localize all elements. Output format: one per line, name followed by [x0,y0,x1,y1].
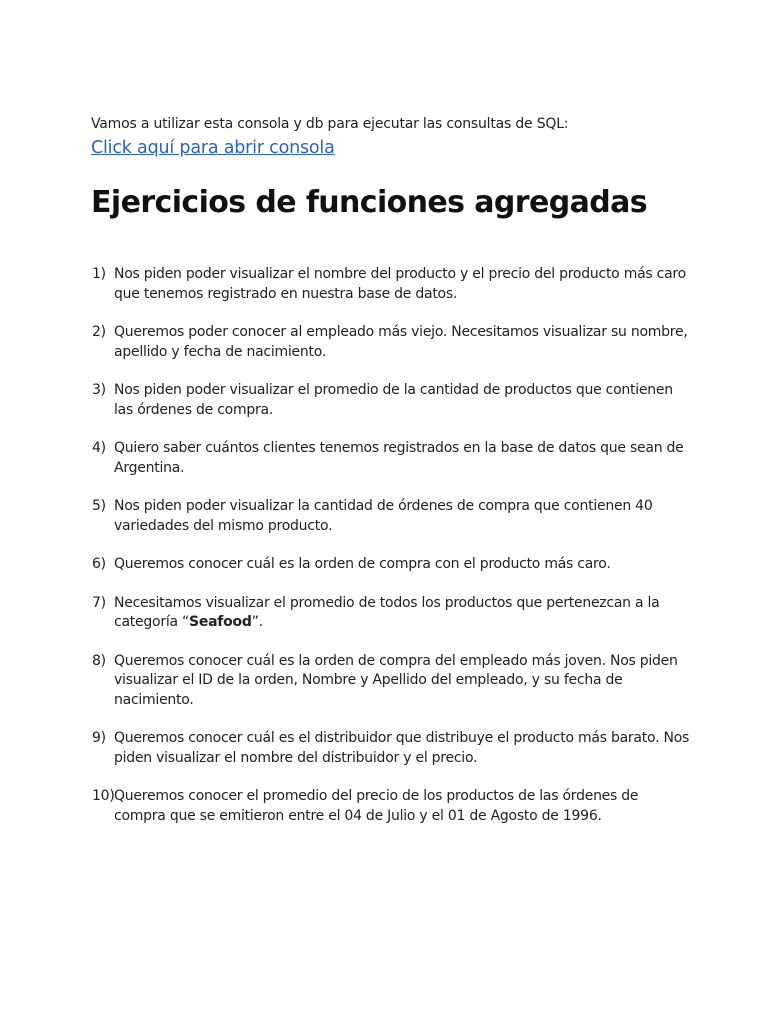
intro-text: Vamos a utilizar esta consola y db para ejecutar las consultas de SQL: [91,116,569,132]
exercise-item-4 [91,439,691,478]
exercise-item-3 [91,381,691,420]
exercise-number: 2) [92,324,106,340]
exercise-number: 7) [92,594,106,611]
exercise-number: 8) [92,652,106,669]
exercise-item-6 [91,555,691,575]
exercise-text: Queremos conocer cuál es la orden de compra con el producto más caro. [114,556,611,572]
category-name: Seafood [189,614,252,630]
exercise-item-9 [91,729,691,768]
exercise-item-2 [91,323,691,362]
exercise-number: 1) [92,266,106,282]
exercise-text: Queremos conocer el promedio del precio de los productos de las órdenes de compra que se emitieron entre el 04 de Julio y el 01 de Agosto de 1996. [114,788,639,824]
exercise-number: 10) [92,788,115,804]
exercise-number: 5) [92,498,106,514]
exercise-text-before: Necesitamos visualizar el promedio de todos los productos que pertenezcan a la categoría “ [114,594,660,630]
exercise-text-after: ”. [251,614,263,630]
exercise-item-10 [91,787,691,826]
exercise-list [91,265,691,826]
exercise-text: Nos piden poder visualizar el promedio de la cantidad de productos que contienen las órdenes de compra. [114,382,673,418]
document-page [91,113,691,845]
exercise-text: Queremos conocer cuál es la orden de compra del empleado más joven. Nos piden visualizar el ID de la orden, Nombre y Apellido del empleado, y su fecha de nacimiento. [114,652,678,708]
exercise-item-1 [91,265,691,304]
exercise-item-8 [91,652,691,711]
open-console-link[interactable]: Click aquí para abrir consola [91,138,335,158]
exercise-text [114,594,691,633]
exercise-text: Quiero saber cuántos clientes tenemos registrados en la base de datos que sean de Argentina. [114,440,684,476]
exercise-text: Nos piden poder visualizar la cantidad de órdenes de compra que contienen 40 variedades del mismo producto. [114,498,653,534]
exercise-item-7 [91,594,691,633]
exercise-number: 6) [92,556,106,572]
exercise-number: 3) [92,382,106,398]
exercise-item-5 [91,497,691,536]
exercise-text: Nos piden poder visualizar el nombre del producto y el precio del producto más caro que tenemos registrado en nuestra base de datos. [114,266,686,302]
page-title: Ejercicios de funciones agregadas [91,185,648,220]
exercise-text: Queremos poder conocer al empleado más viejo. Necesitamos visualizar su nombre, apellido y fecha de nacimiento. [114,324,688,360]
exercise-number: 9) [92,730,106,746]
exercise-text: Queremos conocer cuál es el distribuidor que distribuye el producto más barato. Nos piden visualizar el nombre del distribuidor y el precio. [114,730,690,766]
exercise-number: 4) [92,440,106,456]
